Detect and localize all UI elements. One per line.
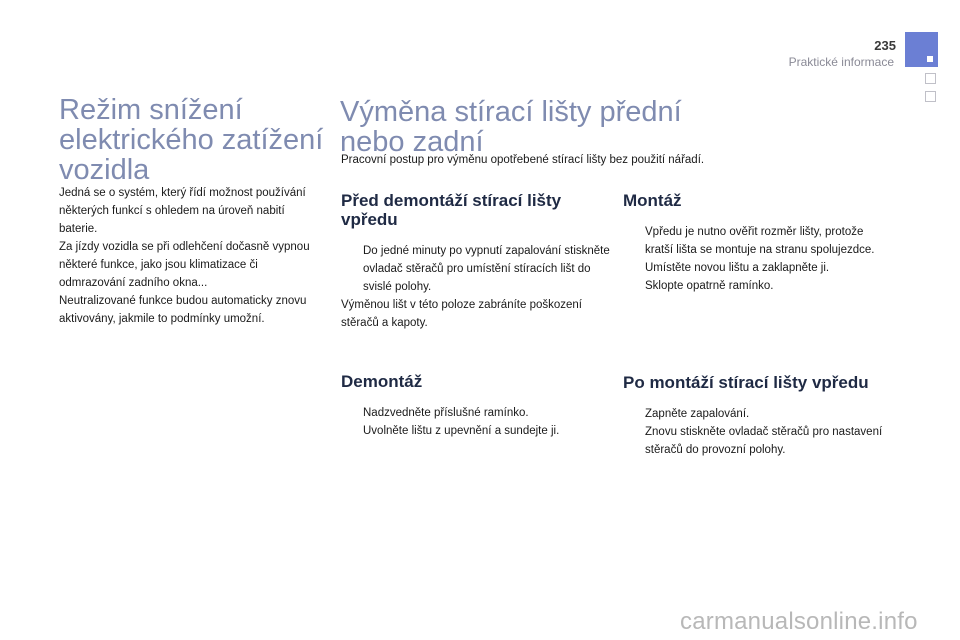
list-item: Vpředu je nutno ověřit rozměr lišty, protože kratší lišta se montuje na stranu spolujezdce. xyxy=(645,226,875,256)
after-assembly-heading: Po montáží stírací lišty vpředu xyxy=(623,373,869,392)
tab-square-icon xyxy=(927,56,933,62)
assembly-heading: Montáž xyxy=(623,191,682,210)
watermark: carmanualsonline.info xyxy=(680,608,918,635)
paragraph: Za jízdy vozidla se při odlehčení dočasně vypnou některé funkce, jako jsou klimatizace či odmrazování zadního okna... xyxy=(59,241,310,289)
chapter-tab[interactable] xyxy=(925,91,936,102)
paragraph: Neutralizované funkce budou automaticky znovu aktivovány, jakmile to podmínky umožní. xyxy=(59,295,307,325)
note-text: Výměnou lišt v této poloze zabráníte poškození stěračů a kapoty. xyxy=(341,299,583,329)
chapter-tab[interactable] xyxy=(925,73,936,84)
removal-heading: Demontáž xyxy=(341,372,423,391)
before-removal-block xyxy=(341,191,611,332)
list-item: Zapněte zapalování. xyxy=(645,408,750,420)
list-item: Znovu stiskněte ovladač stěračů pro nastavení stěračů do provozní polohy. xyxy=(645,426,883,456)
left-section-body xyxy=(59,184,324,328)
list-item: Do jedné minuty po vypnutí zapalování stiskněte ovladač stěračů pro umístění stíracích lišt do svislé polohy. xyxy=(363,245,610,293)
removal-block xyxy=(341,372,611,440)
list-item: Sklopte opatrně ramínko. xyxy=(645,280,774,292)
assembly-block xyxy=(623,191,883,295)
left-section-title: Režim snížení elektrického zatížení vozidla xyxy=(59,94,324,186)
page-number: 235 xyxy=(874,38,896,53)
paragraph: Jedná se o systém, který řídí možnost používání některých funkcí s ohledem na úroveň nabití baterie. xyxy=(59,187,306,235)
chapter-tab-active[interactable] xyxy=(905,32,938,67)
list-item: Nadzvedněte příslušné ramínko. xyxy=(363,407,529,419)
list-item: Umístěte novou lištu a zaklapněte ji. xyxy=(645,262,830,274)
before-removal-heading: Před demontáží stírací lišty vpředu xyxy=(341,191,562,229)
intro-text: Pracovní postup pro výměnu opotřebené stírací lišty bez použití nářadí. xyxy=(341,154,705,166)
after-assembly-block xyxy=(623,373,883,459)
section-name: Praktické informace xyxy=(788,55,894,69)
right-section-title: Výměna stírací lišty přední nebo zadní xyxy=(340,96,682,158)
list-item: Uvolněte lištu z upevnění a sundejte ji. xyxy=(363,425,560,437)
